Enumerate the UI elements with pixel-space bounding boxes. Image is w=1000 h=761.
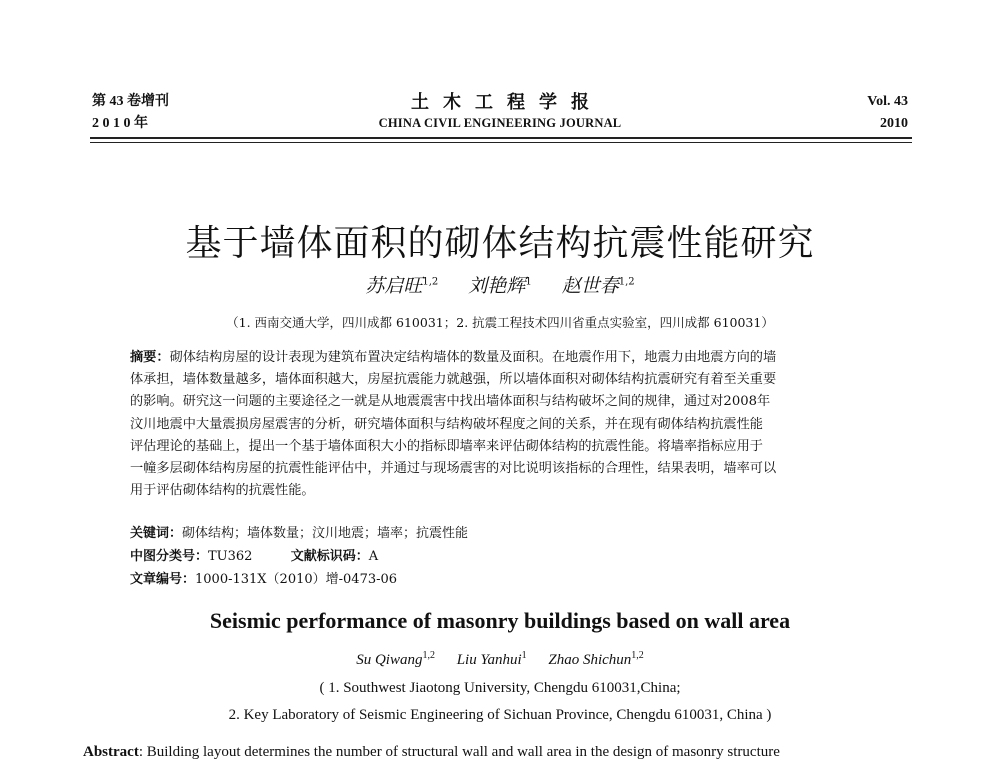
volume-line: 第 43 卷增刊 xyxy=(92,94,169,109)
author-affil-mark: 1,2 xyxy=(631,650,644,661)
abstract-line: 体承担，墙体数量越多，墙体面积越大，房屋抗震能力就越强，所以墙体面积对砌体结构抗震研究有着至关重要 xyxy=(130,372,777,388)
abstract-line: 评估理论的基础上，提出一个基于墙体面积大小的指标即墙率来评估砌体结构的抗震性能。将墙率指标应用于 xyxy=(130,438,763,454)
affiliation-en-1: ( 1. Southwest Jiaotong University, Chengdu 610031,China; xyxy=(319,680,681,696)
keywords-label: 关键词： xyxy=(130,526,183,541)
abstract-line: 一幢多层砌体结构房屋的抗震性能评估中，并通过与现场震害的对比说明该指标的合理性，结果表明，墙率可以 xyxy=(130,461,777,477)
abstract-line xyxy=(130,347,882,369)
journal-name-en: CHINA CIVIL ENGINEERING JOURNAL xyxy=(378,116,622,130)
author-en xyxy=(457,652,527,668)
author-name: 赵世春 xyxy=(561,275,619,297)
article-number-value: 1000-131X（2010）增-0473-06 xyxy=(195,572,398,587)
paper-title-cn: 基于墙体面积的砌体结构抗震性能研究 xyxy=(185,223,815,264)
abstract-line: 的影响。研究这一问题的主要途径之一就是从地震震害中找出墙体面积与结构破坏之间的规律，通过对2008年 xyxy=(130,394,771,410)
doc-code-label: 文献标识码： xyxy=(290,549,369,564)
abstract-text: 砌体结构房屋的设计表现为建筑布置决定结构墙体的数量及面积。在地震作用下，地震力由地震方向的墙 xyxy=(169,350,777,365)
author-name: Su Qiwang xyxy=(356,652,423,668)
author-affil-mark: 1 xyxy=(521,650,527,661)
abstract-line: 汶川地震中大量震损房屋震害的分析，研究墙体面积与结构破坏程度之间的关系，并在现有砌体结构抗震性能 xyxy=(130,416,763,432)
author-name: Liu Yanhui xyxy=(456,652,522,668)
author-affil-mark: 1,2 xyxy=(422,276,439,288)
classification xyxy=(130,546,378,568)
journal-masthead xyxy=(0,88,1000,131)
abstract-cn xyxy=(130,347,882,502)
article-number xyxy=(130,569,397,591)
author-affil-mark: 1 xyxy=(525,276,532,288)
author-cn xyxy=(365,275,438,297)
volume-en-line: Vol. 43 xyxy=(867,94,908,109)
author-affil-mark: 1,2 xyxy=(422,650,435,661)
keywords xyxy=(130,523,468,545)
author-cn xyxy=(468,275,531,297)
abstract-en-text: : Building layout determines the number of structural wall and wall area in the design of masonry structure xyxy=(138,744,780,760)
affiliation-cn: （1. 西南交通大学，四川成都 610031；2. 抗震工程技术四川省重点实验室，四川成都 610031） xyxy=(226,315,774,330)
author-name: 苏启旺 xyxy=(365,275,423,297)
abstract-line: 用于评估砌体结构的抗震性能。 xyxy=(130,483,315,499)
abstract-label: 摘要： xyxy=(130,350,170,365)
author-name: 刘艳辉 xyxy=(468,275,526,297)
author-list-en xyxy=(0,650,1000,669)
abstract-en-label: Abstract xyxy=(83,744,139,760)
author-cn xyxy=(562,275,635,297)
year-line: 2 0 1 0 年 xyxy=(92,116,148,131)
header-rule-thick xyxy=(90,137,912,139)
year-en-line: 2010 xyxy=(880,116,908,131)
clc-value: TU362 xyxy=(208,549,253,564)
author-en xyxy=(356,652,435,668)
paper-title-en: Seismic performance of masonry buildings based on wall area xyxy=(209,608,791,633)
header-rule-thin xyxy=(90,142,912,143)
author-affil-mark: 1,2 xyxy=(618,276,635,288)
keywords-value: 砌体结构；墙体数量；汶川地震；墙率；抗震性能 xyxy=(182,526,469,541)
journal-name-cn: 土木工程学报 xyxy=(411,92,603,113)
volume-en xyxy=(867,91,908,135)
article-number-label: 文章编号： xyxy=(130,572,196,587)
affiliation-en-2: 2. Key Laboratory of Seismic Engineering of Sichuan Province, Chengdu 610031, China ) xyxy=(228,707,772,723)
author-list-cn xyxy=(0,271,1000,298)
clc-label: 中图分类号： xyxy=(130,549,209,564)
abstract-en xyxy=(83,744,915,761)
author-name: Zhao Shichun xyxy=(548,652,632,668)
author-en xyxy=(548,652,643,668)
doc-code-value: A xyxy=(368,549,379,564)
